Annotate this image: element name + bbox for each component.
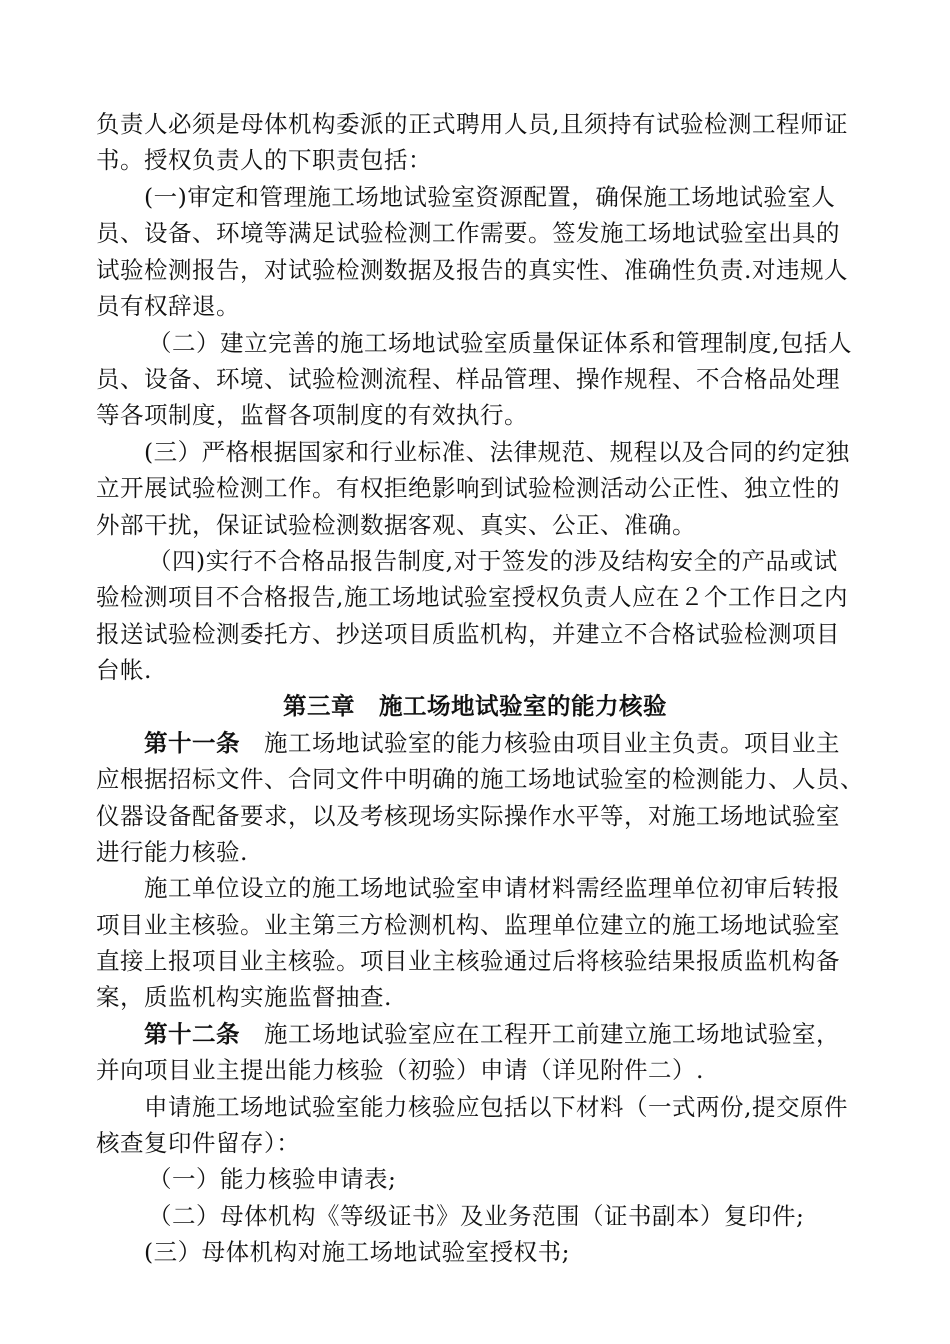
text-line: （四)实行不合格品报告制度,对于签发的涉及结构安全的产品或试: [148, 547, 838, 575]
text-line: （二）建立完善的施工场地试验室质量保证体系和管理制度,包括人: [148, 329, 852, 357]
article-label: 第十二条: [144, 1020, 240, 1048]
text-line: 员、设备、环境、试验检测流程、样品管理、操作规程、不合格品处理: [96, 365, 840, 393]
text-line: 并向项目业主提出能力核验（初验）申请（详见附件二）.: [96, 1056, 704, 1084]
text-line: 试验检测报告，对试验检测数据及报告的真实性、准确性负责.对违规人: [96, 256, 848, 284]
list-item: （二）母体机构《等级证书》及业务范围（证书副本）复印件;: [148, 1202, 805, 1230]
list-item: (三）母体机构对施工场地试验室授权书;: [144, 1238, 571, 1266]
chapter-heading: 第三章 施工场地试验室的能力核验: [283, 692, 667, 720]
text-line: 书。授权负责人的下职责包括：: [96, 146, 432, 174]
text-line: 仪器设备配备要求，以及考核现场实际操作水平等，对施工场地试验室: [96, 802, 840, 830]
text-line: 外部干扰，保证试验检测数据客观、真实、公正、准确。: [96, 511, 696, 539]
text-line: 施工单位设立的施工场地试验室申请材料需经监理单位初审后转报: [144, 874, 840, 902]
article-label: 第十一条: [144, 729, 240, 757]
text-line: 员、设备、环境等满足试验检测工作需要。签发施工场地试验室出具的: [96, 219, 840, 247]
text-line: 施工场地试验室应在工程开工前建立施工场地试验室，: [264, 1020, 840, 1048]
text-line: (一)审定和管理施工场地试验室资源配置，确保施工场地试验室人: [144, 183, 836, 211]
text-line: 案，质监机构实施监督抽查.: [96, 983, 392, 1011]
text-line: 台帐.: [96, 656, 152, 684]
text-line: 应根据招标文件、合同文件中明确的施工场地试验室的检测能力、人员、: [96, 765, 864, 793]
text-line: 核查复印件留存）：: [96, 1129, 301, 1157]
list-item: （一）能力核验申请表;: [148, 1165, 397, 1193]
text-line: 申请施工场地试验室能力核验应包括以下材料（一式两份,提交原件: [144, 1093, 848, 1121]
text-line: 直接上报项目业主核验。项目业主核验通过后将核验结果报质监机构备: [96, 947, 840, 975]
text-line: 立开展试验检测工作。有权拒绝影响到试验检测活动公正性、独立性的: [96, 474, 840, 502]
text-line: 验检测项目不合格报告,施工场地试验室授权负责人应在２个工作日之内: [96, 583, 848, 611]
text-line: 报送试验检测委托方、抄送项目质监机构，并建立不合格试验检测项目: [96, 620, 840, 648]
text-line: 员有权辞退。: [96, 292, 240, 320]
text-line: 进行能力核验.: [96, 838, 248, 866]
text-line: 负责人必须是母体机构委派的正式聘用人员,且须持有试验检测工程师证: [96, 110, 848, 138]
text-line: (三）严格根据国家和行业标准、法律规范、规程以及合同的约定独: [144, 438, 850, 466]
text-line: 施工场地试验室的能力核验由项目业主负责。项目业主: [264, 729, 840, 757]
text-line: 等各项制度，监督各项制度的有效执行。: [96, 401, 528, 429]
text-line: 项目业主核验。业主第三方检测机构、监理单位建立的施工场地试验室: [96, 911, 840, 939]
